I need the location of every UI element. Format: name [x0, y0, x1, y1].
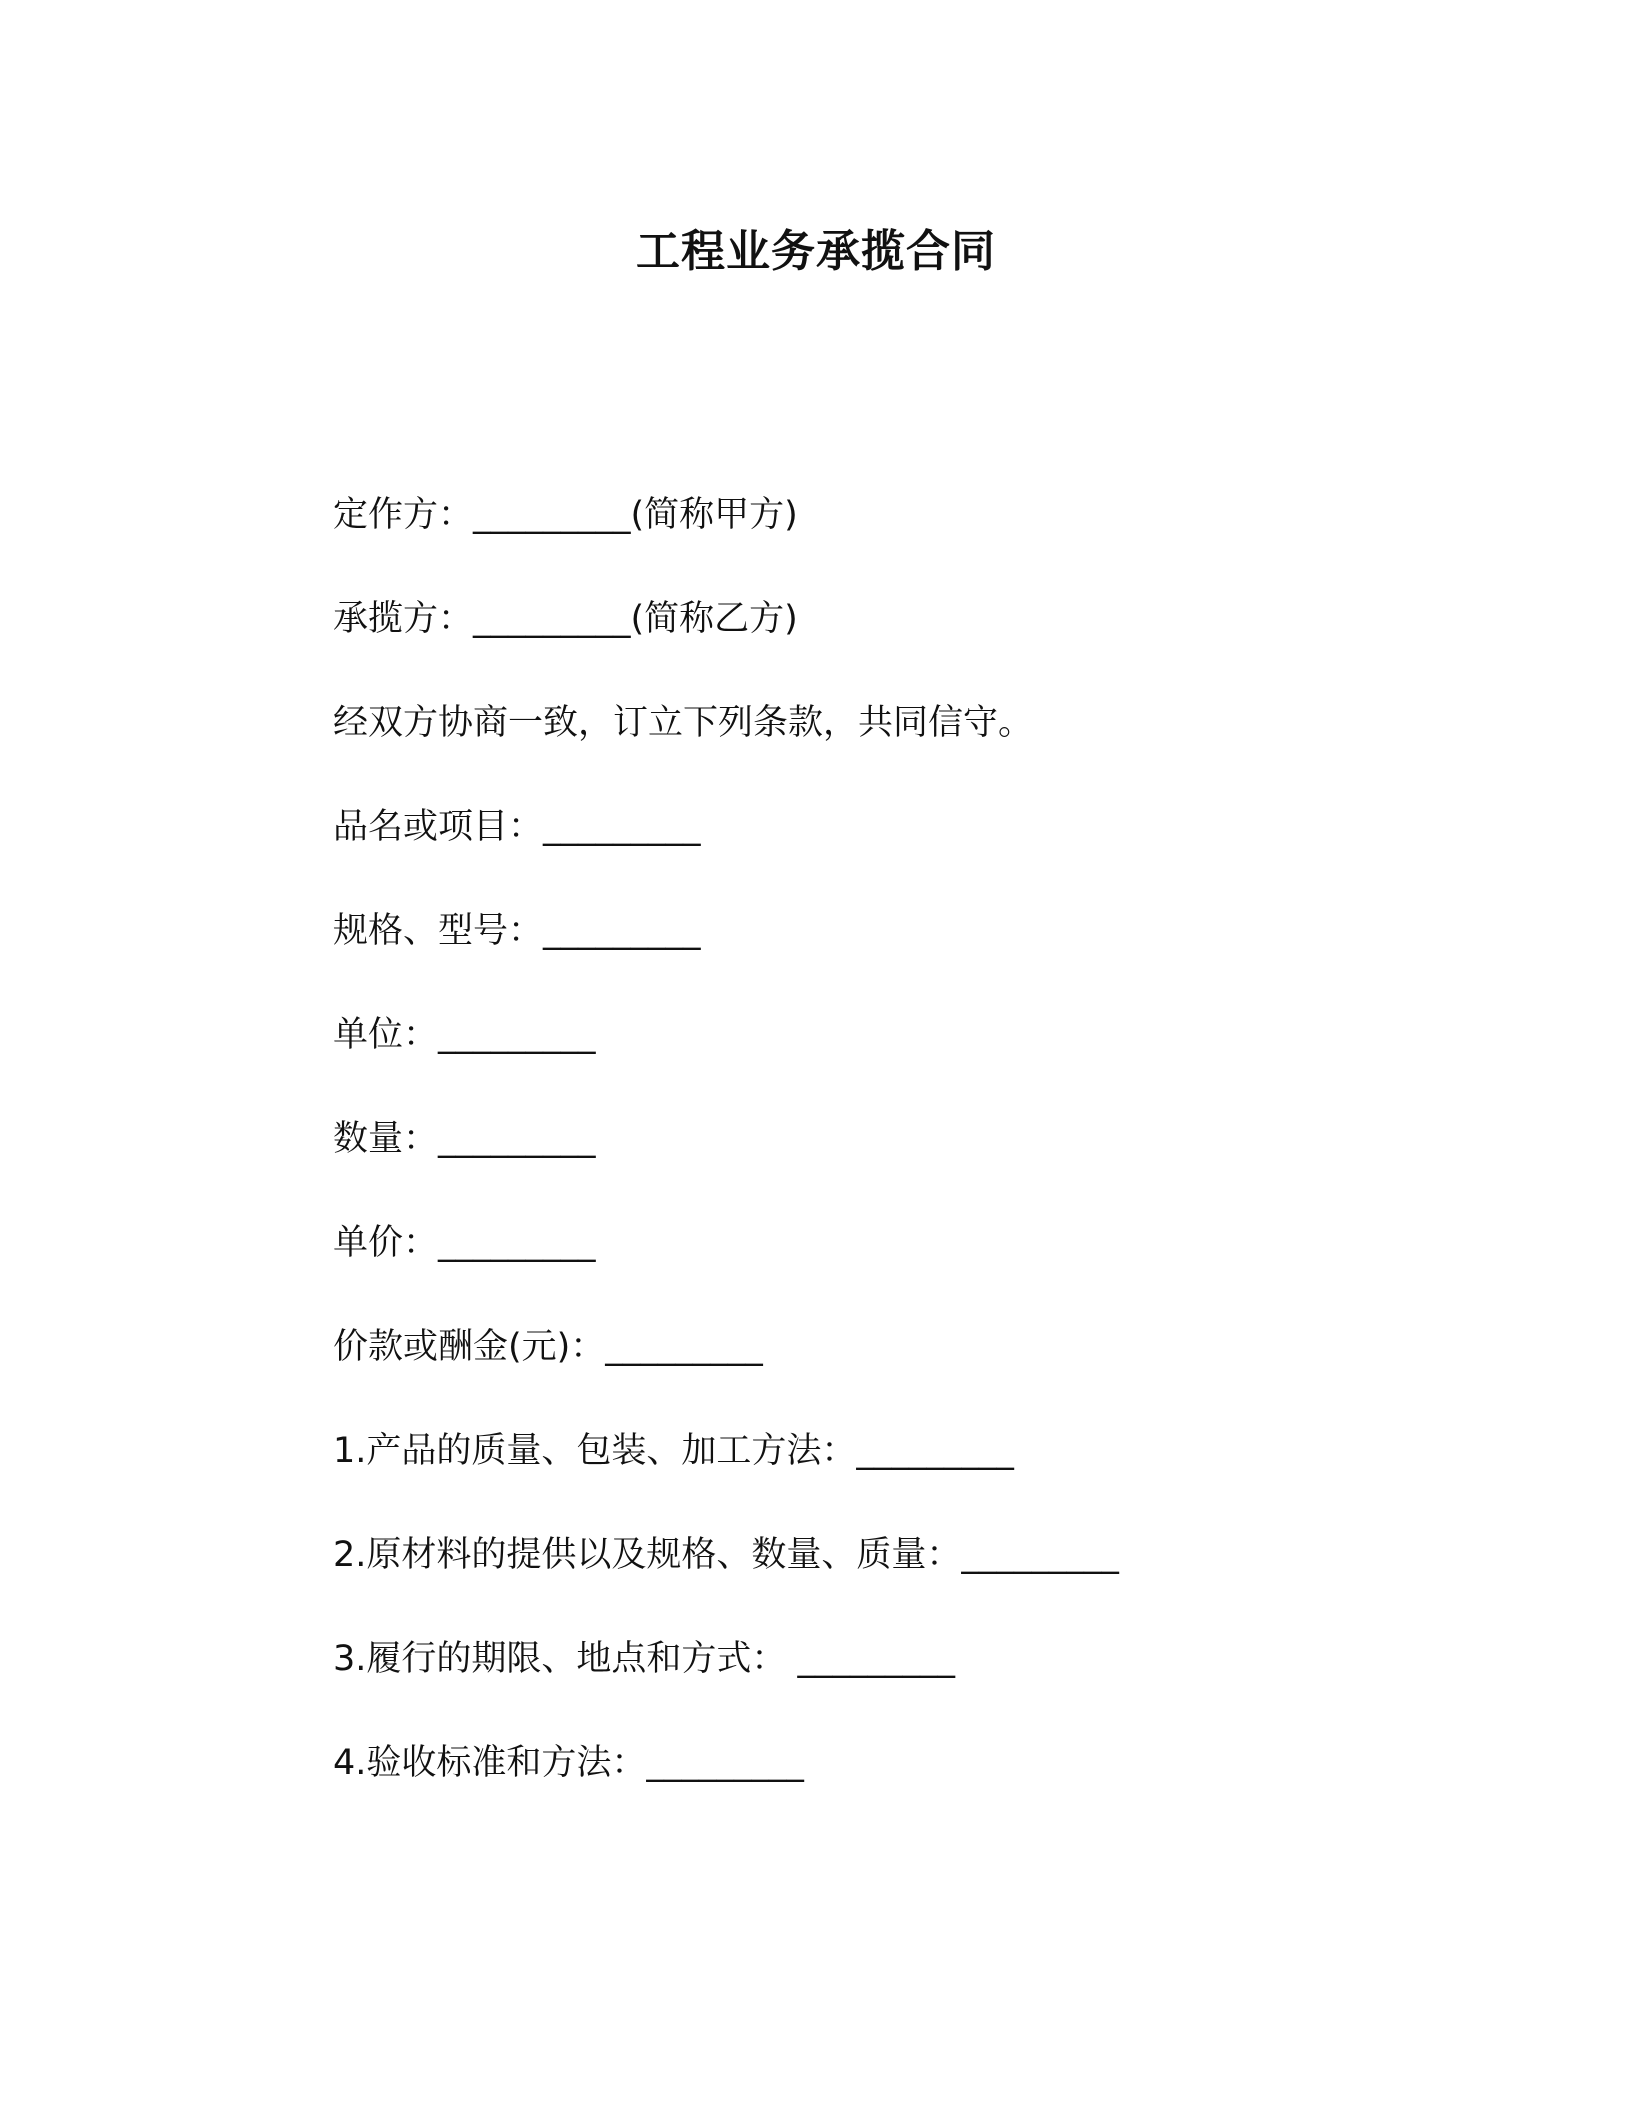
spec-model-line: 规格、型号：_________	[333, 911, 701, 951]
total-price-line: 价款或酬金(元)：_________	[333, 1327, 763, 1367]
unit-price-line: 单价：_________	[333, 1223, 596, 1263]
item-name-line: 品名或项目：_________	[333, 807, 701, 847]
agreement-statement: 经双方协商一致，订立下列条款，共同信守。	[333, 703, 1034, 743]
clause-2-line: 2.原材料的提供以及规格、数量、质量：_________	[333, 1535, 1119, 1575]
clause-3-line: 3.履行的期限、地点和方式： _________	[333, 1639, 956, 1679]
unit-line: 单位：_________	[333, 1015, 596, 1055]
party-a-line: 定作方：_________(简称甲方)	[333, 495, 798, 535]
document-body	[333, 490, 1433, 1842]
clause-1-line: 1.产品的质量、包装、加工方法：_________	[333, 1431, 1014, 1471]
clause-4-line: 4.验收标准和方法：_________	[333, 1743, 804, 1783]
document-title: 工程业务承揽合同	[636, 226, 996, 277]
party-b-line: 承揽方：_________(简称乙方)	[333, 599, 798, 639]
quantity-line: 数量：_________	[333, 1119, 596, 1159]
